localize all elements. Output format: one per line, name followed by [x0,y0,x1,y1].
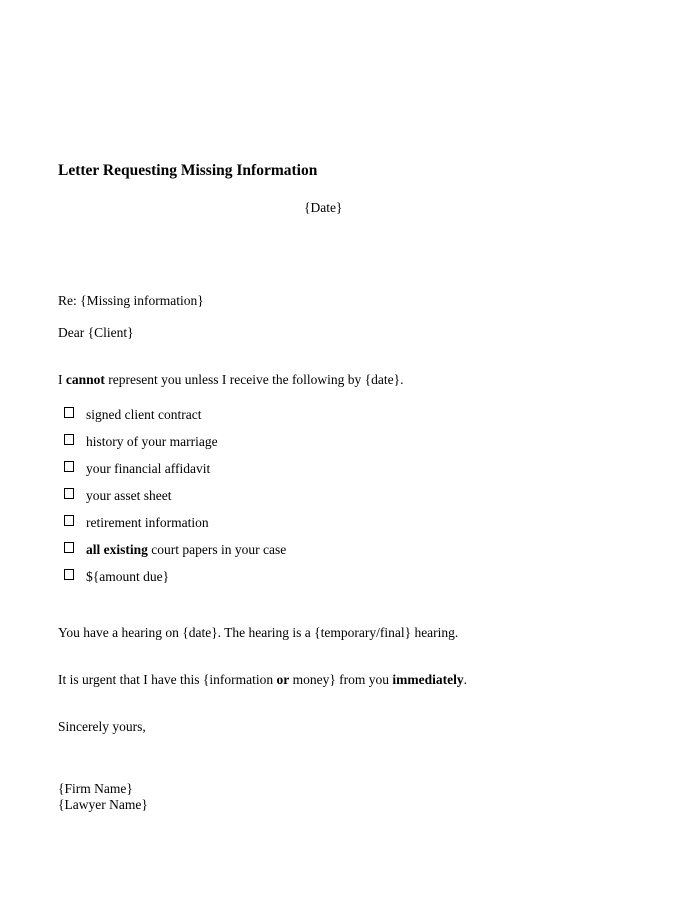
re-line: Re: {Missing information} [58,293,204,308]
date-placeholder: {Date} [304,200,343,215]
salutation: Dear {Client} [58,325,134,340]
hearing-paragraph: You have a hearing on {date}. The hearing is a {temporary/final} hearing. [58,625,459,640]
intro-paragraph: I cannot represent you unless I receive the following by {date}. [58,372,404,387]
emphasis-cannot: cannot [65,372,105,387]
checklist-item: your asset sheet [64,489,171,503]
checklist-item: all existing court papers in your case [64,543,286,557]
checkbox-icon[interactable] [64,515,74,526]
checkbox-icon[interactable] [64,569,74,580]
checkbox-icon[interactable] [64,434,74,445]
checkbox-icon[interactable] [64,542,74,553]
closing: Sincerely yours, [58,719,146,734]
checklist-item: retirement information [64,516,209,530]
checklist-item: your financial affidavit [64,462,210,476]
checklist-item: ${amount due} [64,570,169,584]
lawyer-name: {Lawyer Name} [58,797,148,812]
checkbox-icon[interactable] [64,407,74,418]
urgent-paragraph: It is urgent that I have this {information or money} from you immediately. [58,672,468,687]
document-title: Letter Requesting Missing Information [58,162,318,179]
checkbox-icon[interactable] [64,461,74,472]
checklist-item: history of your marriage [64,435,218,449]
firm-name: {Firm Name} [58,781,133,796]
checklist-item: signed client contract [64,408,201,422]
checkbox-icon[interactable] [64,488,74,499]
